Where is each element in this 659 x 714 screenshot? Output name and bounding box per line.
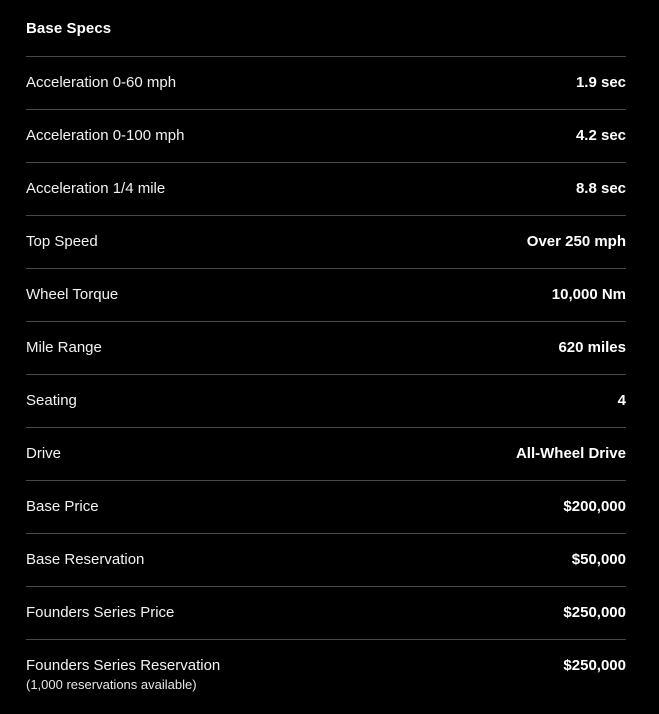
spec-label: Seating [26,392,77,409]
spec-value: $50,000 [571,551,626,568]
spec-row-mile-range [26,321,626,374]
spec-row-base-reservation [26,533,626,586]
spec-label: Top Speed [26,233,98,250]
spec-value: 10,000 Nm [551,286,626,303]
spec-row-drive [26,427,626,480]
spec-label: Founders Series Reservation [26,657,221,674]
spec-label: Base Price [26,498,99,515]
spec-row-top-speed [26,215,626,268]
spec-label: Founders Series Price [26,604,175,621]
spec-row-acceleration-0-100 [26,109,626,162]
spec-row-base-price [26,480,626,533]
spec-value: $250,000 [563,604,626,621]
spec-label: Base Reservation [26,551,145,568]
spec-value: 4.2 sec [575,127,626,144]
specs-list [26,56,626,692]
spec-label: Drive [26,445,62,462]
spec-label: Acceleration 0-100 mph [26,127,185,144]
spec-row-acceleration-0-60 [26,56,626,109]
spec-label: Acceleration 1/4 mile [26,180,166,197]
spec-value: 1.9 sec [575,74,626,91]
spec-row-seating [26,374,626,427]
spec-value: All-Wheel Drive [515,445,626,462]
spec-row-wheel-torque [26,268,626,321]
spec-row-acceleration-quarter-mile [26,162,626,215]
spec-value: $200,000 [563,498,626,515]
spec-value: Over 250 mph [526,233,626,250]
spec-value: 8.8 sec [575,180,626,197]
spec-label: Acceleration 0-60 mph [26,74,177,91]
spec-label: Wheel Torque [26,286,119,303]
spec-row-founders-series-price [26,586,626,639]
section-title: Base Specs [26,20,112,37]
spec-row-founders-series-reservation [26,639,626,692]
spec-value: $250,000 [563,657,626,674]
spec-value: 4 [617,392,626,409]
spec-note: (1,000 reservations available) [26,677,197,692]
spec-label: Mile Range [26,339,102,356]
spec-value: 620 miles [558,339,626,356]
